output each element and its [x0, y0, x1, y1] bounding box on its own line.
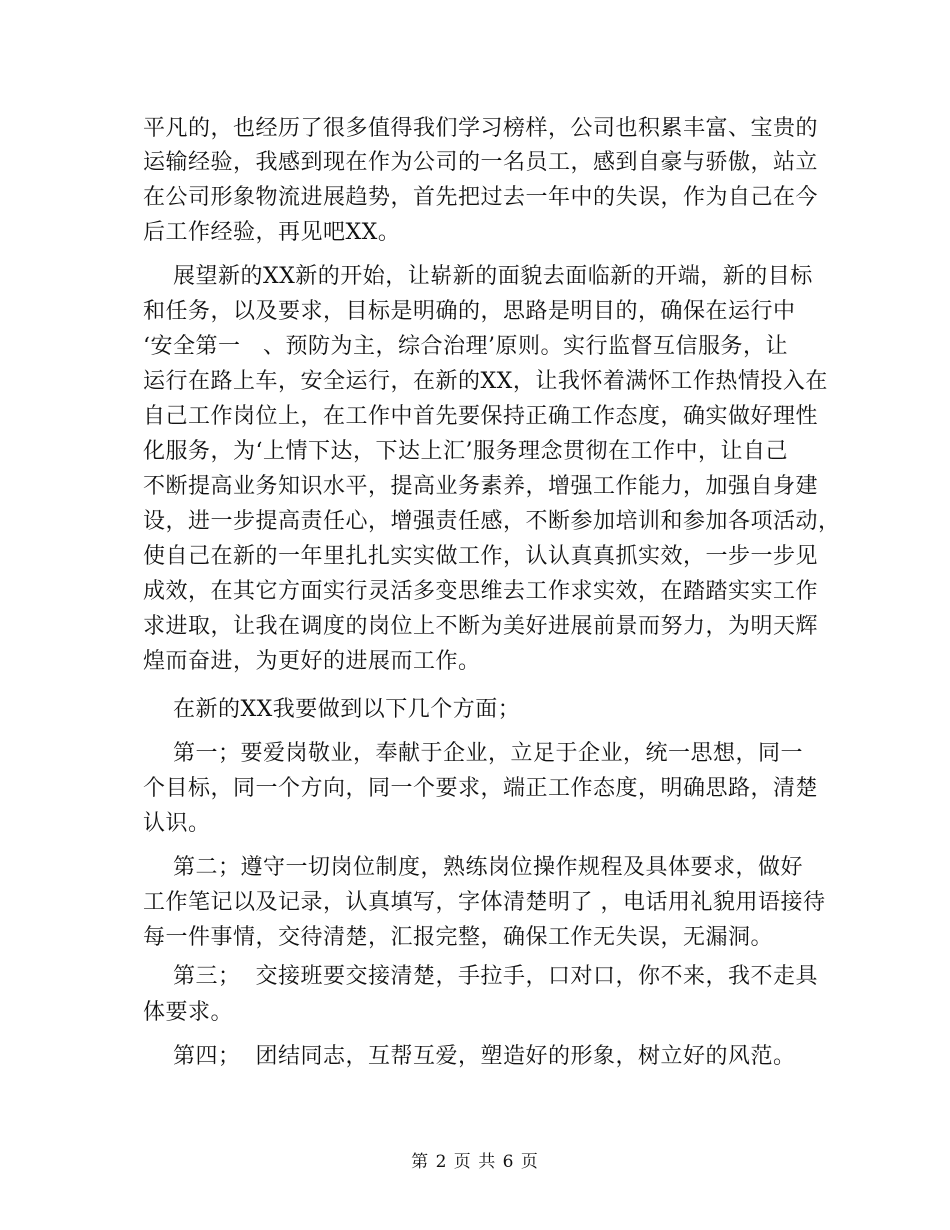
text-line: 不断提高业务知识水平，提高业务素养，增强工作能力，加强自身建 — [143, 474, 819, 499]
text-line: 体要求。 — [143, 1000, 234, 1025]
text-line: 求进取，让我在调度的岗位上不断为美好进展前景而努力，为明天辉 — [143, 614, 819, 639]
text-line: 展望新的XX新的开始，让崭新的面貌去面临新的开端，新的目标 — [143, 264, 813, 289]
text-line: 和任务，以及要求，目标是明确的，思路是明目的，确保在运行中 — [143, 299, 796, 324]
text-line: 第一；要爱岗敬业，奉献于企业，立足于企业，统一思想，同一 — [143, 741, 803, 766]
text-line: 在公司形象物流进展趋势，首先把过去一年中的失误，作为自己在今 — [143, 185, 819, 210]
text-line: 个目标，同一个方向，同一个要求，端正工作态度，明确思路，清楚 — [143, 776, 819, 801]
text-line: 在新的XX我要做到以下几个方面； — [143, 697, 521, 722]
text-line: 第三； 交接班要交接清楚，手拉手，口对口，你不来，我不走具 — [143, 964, 818, 989]
text-line: 工作笔记以及记录，认真填写，字体清楚明了 ，电话用礼貌用语接待 — [143, 890, 826, 915]
text-line: 认识。 — [143, 811, 211, 836]
text-line: 第二；遵守一切岗位制度，熟练岗位操作规程及具体要求，做好 — [143, 855, 803, 880]
text-line: 自己工作岗位上，在工作中首先要保持正确工作态度，确实做好理性 — [143, 404, 819, 429]
text-line: ‘安全第一 、预防为主，综合治理’原则。实行监督互信服务，让 — [143, 334, 788, 359]
text-line: 平凡的，也经历了很多值得我们学习榜样，公司也积累丰富、宝贵的 — [143, 116, 819, 141]
text-line: 运输经验，我感到现在作为公司的一名员工，感到自豪与骄傲，站立 — [143, 150, 819, 175]
text-line: 煌而奋进，为更好的进展而工作。 — [143, 649, 481, 674]
text-line: 成效，在其它方面实行灵活多变思维去工作求实效，在踏踏实实工作 — [143, 579, 819, 604]
text-line: 设，进一步提高责任心，增强责任感，不断参加培训和参加各项活动， — [143, 509, 841, 534]
text-line: 使自己在新的一年里扎扎实实做工作，认认真真抓实效，一步一步见 — [143, 544, 819, 569]
text-line: 运行在路上车，安全运行，在新的XX，让我怀着满怀工作热情投入在 — [143, 369, 828, 394]
page-number: 第 2 页 共 6 页 — [411, 1152, 539, 1172]
text-line: 化服务，为‘上情下达，下达上汇’服务理念贯彻在工作中，让自己 — [143, 439, 788, 464]
text-line: 每一件事情，交待清楚，汇报完整，确保工作无失误，无漏洞。 — [143, 925, 774, 950]
text-line: 后工作经验，再见吧XX。 — [143, 220, 401, 245]
text-line: 第四； 团结同志，互帮互爱，塑造好的形象，树立好的风范。 — [143, 1044, 796, 1069]
